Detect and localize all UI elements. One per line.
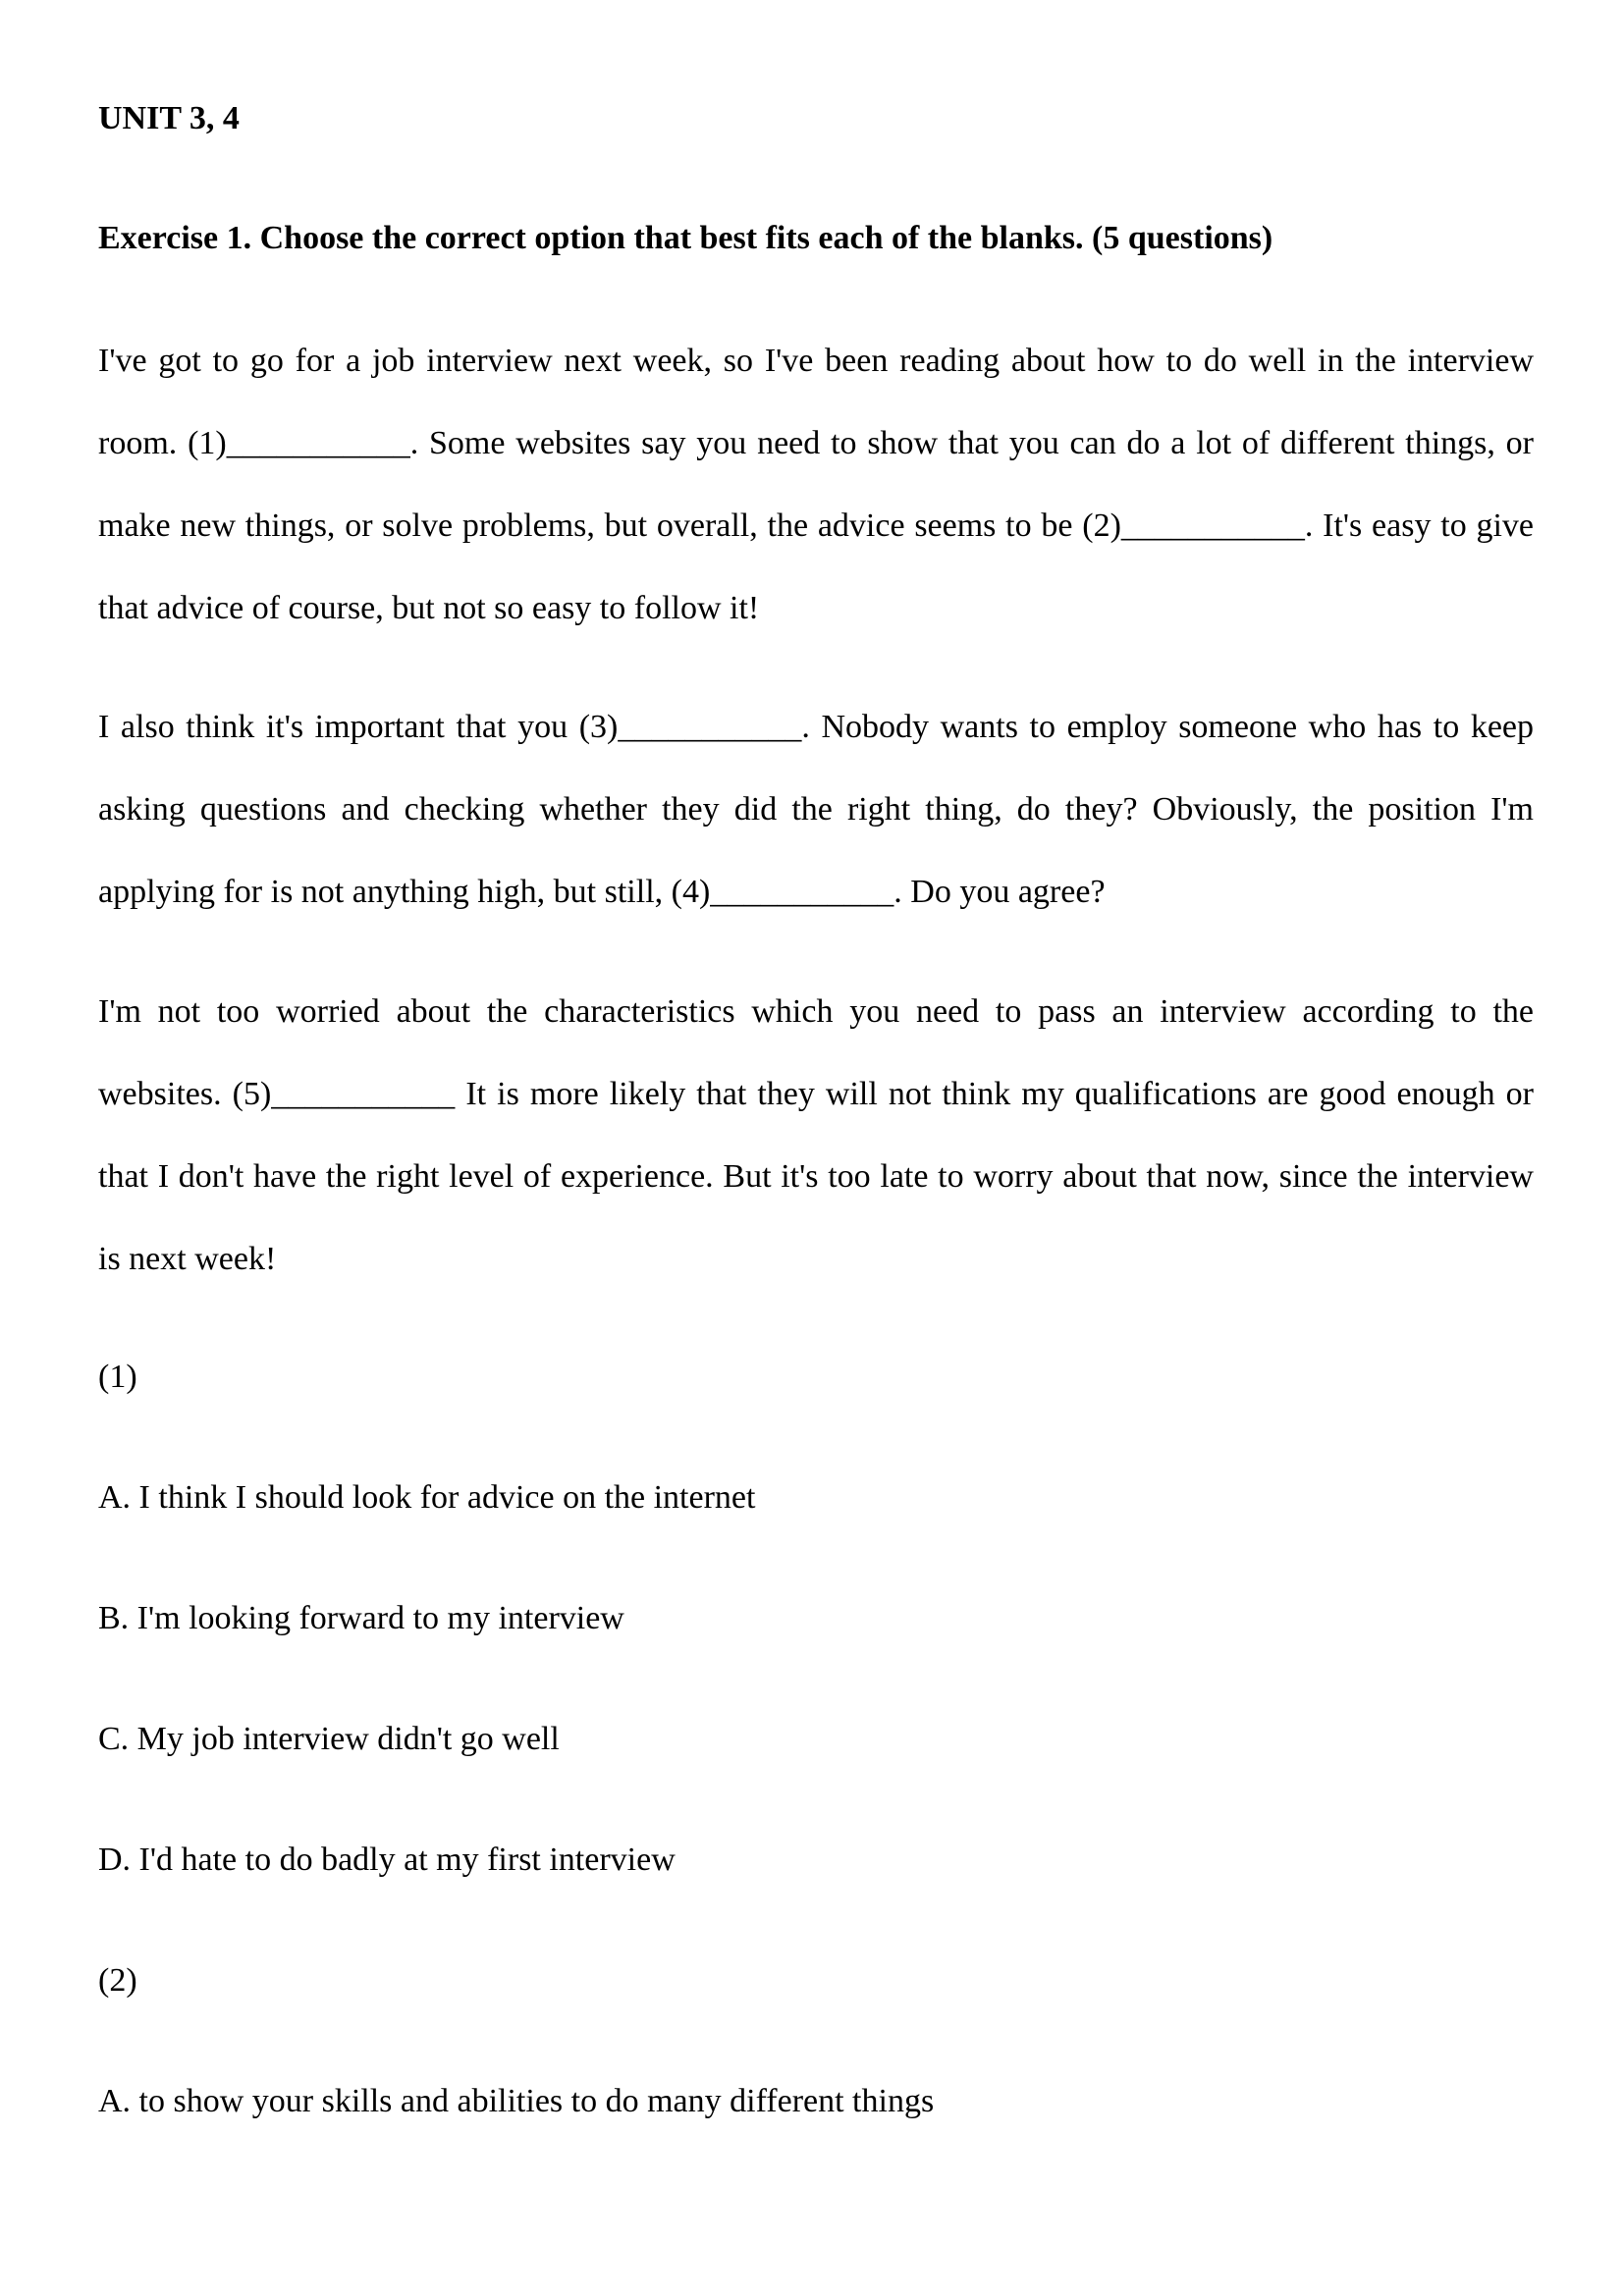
question-2-option-a: A. to show your skills and abilities to do many different things	[98, 2083, 935, 2119]
unit-title: UNIT 3, 4	[98, 100, 240, 136]
passage-paragraph-3: I'm not too worried about the characteristics which you need to pass an interview according to the websites. (5)___________ It is more likely that they will not think my qualifications are good enough or that I don't have the right level of experience. But it's too late to worry about that now, since the interview is next week!	[98, 993, 1534, 1277]
passage-paragraph-2: I also think it's important that you (3)___________. Nobody wants to employ someone who has to keep asking questions and checking whether they did the right thing, do they? Obviously, the position I'm applying for is not anything high, but still, (4)___________. Do you agree?	[98, 709, 1534, 910]
question-1-option-d: D. I'd hate to do badly at my first interview	[98, 1842, 676, 1878]
question-1-option-a: A. I think I should look for advice on the internet	[98, 1479, 756, 1516]
question-1-option-b: B. I'm looking forward to my interview	[98, 1600, 624, 1636]
question-1-option-c: C. My job interview didn't go well	[98, 1721, 560, 1757]
question-number-2: (2)	[98, 1962, 137, 1999]
document-page	[98, 0, 1534, 2296]
exercise-title: Exercise 1. Choose the correct option that best fits each of the blanks. (5 questions)	[98, 220, 1273, 256]
passage-paragraph-1: I've got to go for a job interview next week, so I've been reading about how to do well in the interview room. (1)___________. Some websites say you need to show that you can do a lot of different things, or make new things, or solve problems, but overall, the advice seems to be (2)___________. It's easy to give that advice of course, but not so easy to follow it!	[98, 343, 1534, 626]
question-number-1: (1)	[98, 1359, 137, 1395]
